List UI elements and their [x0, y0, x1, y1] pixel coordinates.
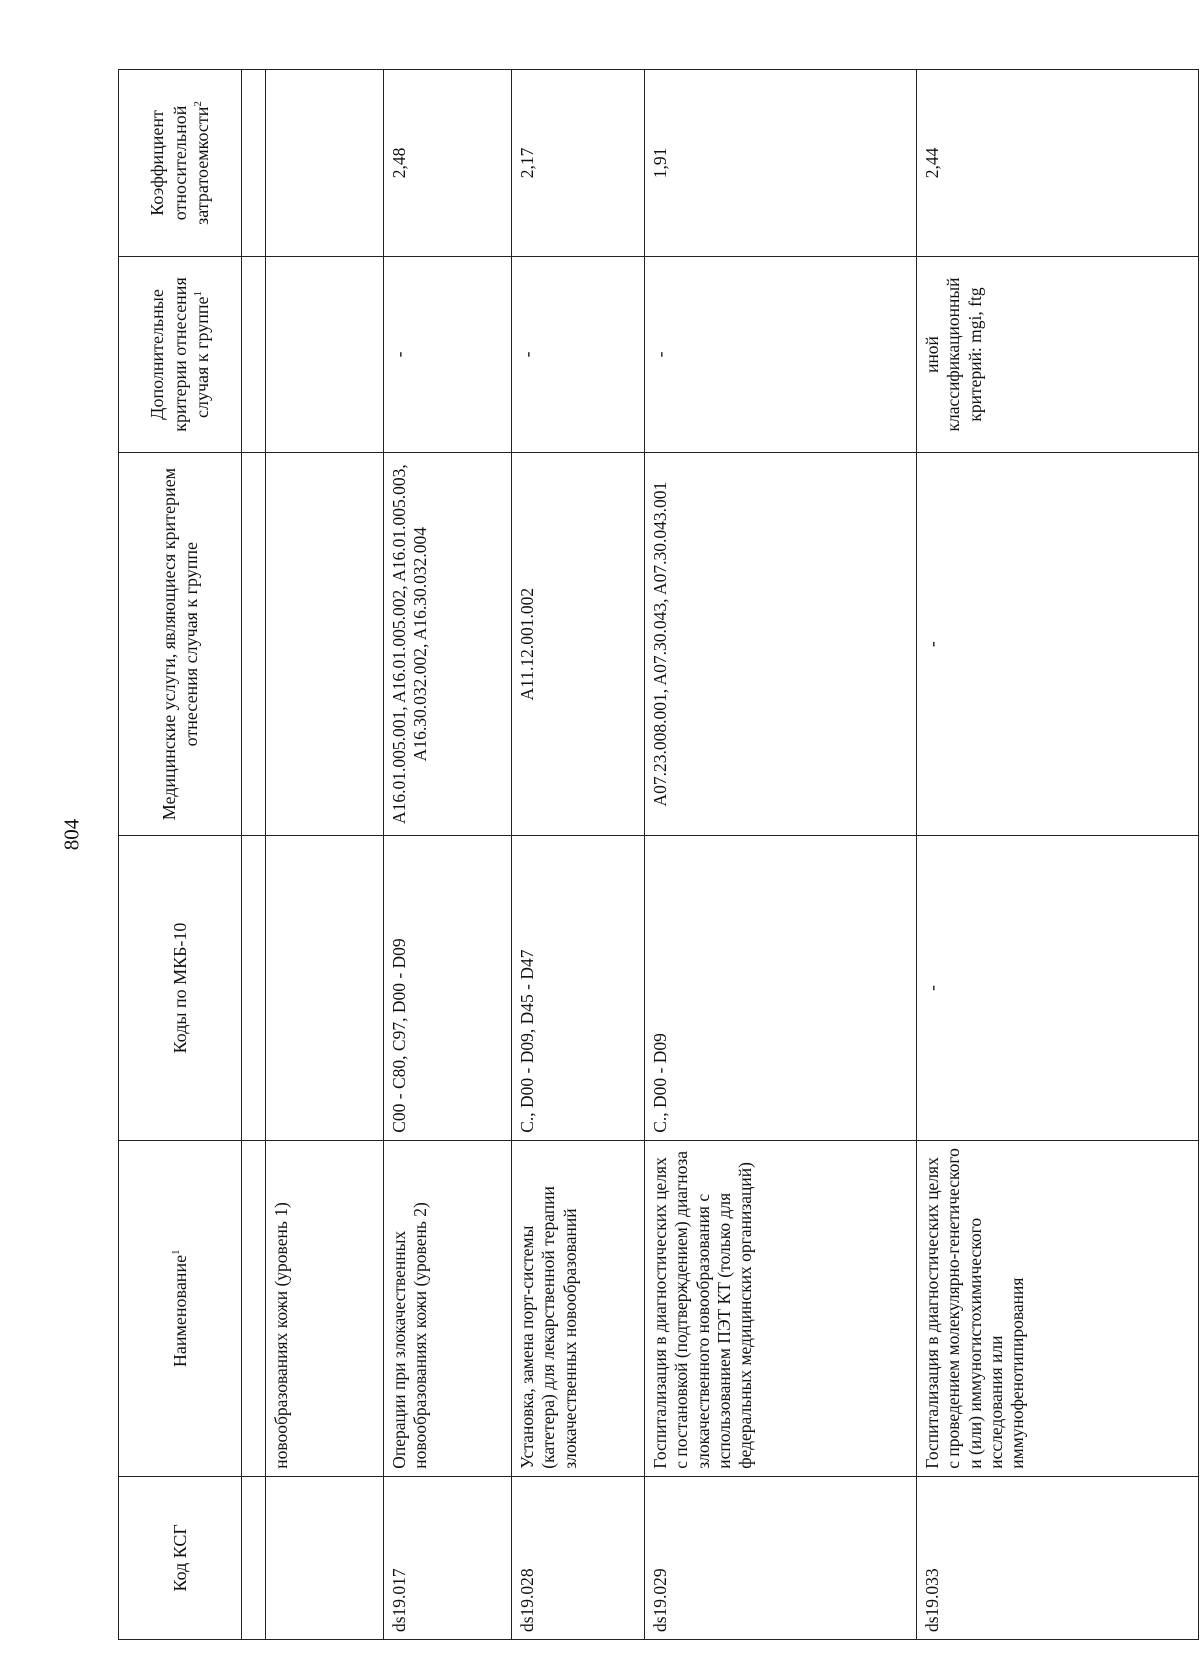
cell-code: ds19.028: [512, 1476, 645, 1639]
header-separator-row: [242, 70, 266, 1640]
cell-services: A11.12.001.002: [512, 453, 645, 836]
cell-name: Операции при злокачественных новообразованиях кожи (уровень 2): [384, 1140, 512, 1476]
cell-name: Госпитализация в диагностических целях с проведением молекулярно-генетического и (или) иммуногистохимического исследования или иммунофенотипирования: [917, 1140, 1199, 1476]
cell-coef: 2,44: [917, 70, 1199, 257]
cell-name: Госпитализация в диагностических целях с постановкой (подтверждением) диагноза злокачественного новообразования с использованием ПЭТ КТ (только для федеральных медицинских организаций): [645, 1140, 917, 1476]
header-coef: Коэффициент относительной затратоемкости$^2$: [119, 70, 242, 257]
separator-cell: [242, 453, 266, 836]
separator-cell: [242, 836, 266, 1141]
cell-icd: -: [917, 836, 1199, 1141]
cell-code: ds19.017: [384, 1476, 512, 1639]
cell-icd: C00 - C80, C97, D00 - D09: [384, 836, 512, 1141]
cell-icd: [266, 836, 384, 1141]
cell-code: [266, 1476, 384, 1639]
cell-coef: [266, 70, 384, 257]
cell-name: Установка, замена порт-системы (катетера) для лекарственной терапии злокачественных новообразований: [512, 1140, 645, 1476]
cell-criteria: -: [645, 256, 917, 452]
cell-services: A07.23.008.001, A07.30.043, A07.30.043.001: [645, 453, 917, 836]
ksg-table-container: [118, 70, 1182, 1640]
header-name: Наименование$^1$: [119, 1140, 242, 1476]
cell-icd: C., D00 - D09, D45 - D47: [512, 836, 645, 1141]
page-number: 804: [59, 818, 84, 851]
header-icd: Коды по МКБ-10: [119, 836, 242, 1141]
separator-cell: [242, 1476, 266, 1639]
ksg-table: [118, 69, 1199, 1640]
header-code: Код КСГ: [119, 1476, 242, 1639]
cell-code: ds19.033: [917, 1476, 1199, 1639]
header-services: Медицинские услуги, являющиеся критерием отнесения случая к группе: [119, 453, 242, 836]
cell-criteria: [266, 256, 384, 452]
cell-services: [266, 453, 384, 836]
cell-services: -: [917, 453, 1199, 836]
cell-coef: 1,91: [645, 70, 917, 257]
cell-code: ds19.029: [645, 1476, 917, 1639]
cell-coef: 2,17: [512, 70, 645, 257]
cell-name: новообразованиях кожи (уровень 1): [266, 1140, 384, 1476]
cell-icd: C., D00 - D09: [645, 836, 917, 1141]
cell-coef: 2,48: [384, 70, 512, 257]
header-criteria: Дополнительные критерии отнесения случая к группе$^1$: [119, 256, 242, 452]
cell-services: A16.01.005.001, A16.01.005.002, A16.01.005.003, A16.30.032.002, A16.30.032.004: [384, 453, 512, 836]
table-row: [266, 70, 384, 1640]
cell-criteria: иной классификационный критерий: mgi, ftg: [917, 256, 1199, 452]
table-row: [384, 70, 512, 1640]
cell-criteria: -: [384, 256, 512, 452]
table-header-row: [119, 70, 242, 1640]
cell-criteria: -: [512, 256, 645, 452]
table-row: [645, 70, 917, 1640]
separator-cell: [242, 70, 266, 257]
table-row: [917, 70, 1199, 1640]
separator-cell: [242, 256, 266, 452]
table-row: [512, 70, 645, 1640]
separator-cell: [242, 1140, 266, 1476]
